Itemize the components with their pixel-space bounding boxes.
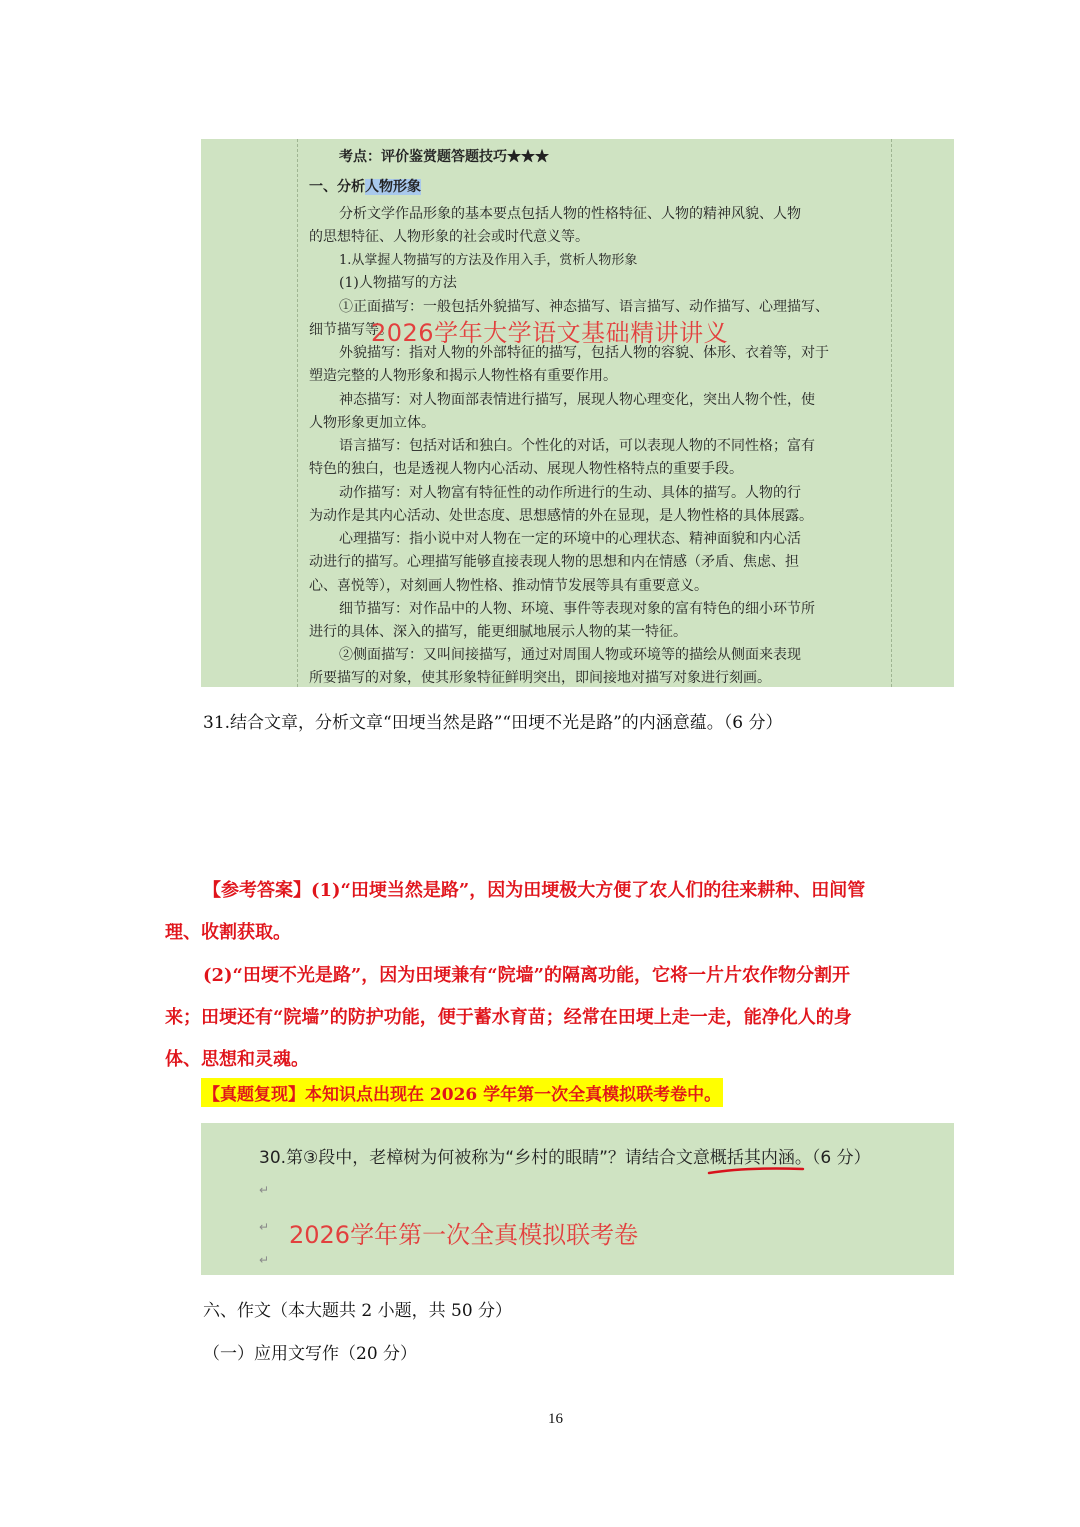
scan-margin-line (297, 139, 298, 687)
scan-line: 所要描写的对象，使其形象特征鲜明突出，即间接地对描写对象进行刻画。 (309, 670, 771, 686)
scan-line: 塑造完整的人物形象和揭示人物性格有重要作用。 (309, 368, 617, 384)
scan-line: ②侧面描写：又叫间接描写，通过对周围人物或环境等的描绘从侧面来表现 (339, 647, 801, 663)
section-6-title: 六、作文（本大题共 2 小题，共 50 分） (203, 1301, 513, 1321)
exam-appearance-note: 【真题复现】本知识点出现在 2026 学年第一次全真模拟联考卷中。 (201, 1078, 723, 1107)
answer-line-3: (2)“田埂不光是路”，因为田埂兼有“院墙”的隔离功能，它将一片片农作物分割开 (203, 965, 850, 986)
return-mark-icon: ↵ (259, 1253, 270, 1267)
answer-line-5: 体、思想和灵魂。 (165, 1049, 309, 1070)
scan-section-title (309, 176, 421, 196)
scan-line: 动进行的描写。心理描写能够直接表现人物的思想和内在情感（矛盾、焦虑、担 (309, 554, 799, 570)
scan-line: 外貌描写：指对人物的外部特征的描写，包括人物的容貌、体形、衣着等，对于 (339, 345, 829, 361)
exam-question-scan-image (201, 1123, 954, 1275)
scan-line: ①正面描写：一般包括外貌描写、神态描写、语言描写、动作描写、心理描写、 (339, 299, 829, 315)
scan-watermark: 2026学年大学语文基础精讲讲义 (371, 319, 729, 347)
scan-line: (1)人物描写的方法 (339, 275, 457, 291)
scan-section-highlight: 人物形象 (365, 179, 421, 195)
answer-line-4: 来；田埂还有“院墙”的防护功能，便于蓄水育苗；经常在田埂上走一走，能净化人的身 (165, 1007, 852, 1028)
scan-line: 动作描写：对人物富有特征性的动作所进行的生动、具体的描写。人物的行 (339, 485, 801, 501)
scan-line: 神态描写：对人物面部表情进行描写，展现人物心理变化，突出人物个性，使 (339, 392, 815, 408)
page-number: 16 (548, 1411, 563, 1427)
scan-line: 心、喜悦等），对刻画人物性格、推动情节发展等具有重要意义。 (309, 578, 708, 594)
scan-line: 语言描写：包括对话和独白。个性化的对话，可以表现人物的不同性格；富有 (339, 438, 815, 454)
scan-line: 特色的独白，也是透视人物内心活动、展现人物性格特点的重要手段。 (309, 461, 743, 477)
question-31: 31.结合文章，分析文章“田埂当然是路”“田埂不光是路”的内涵意蕴。（6 分） (203, 713, 783, 733)
scan-line: 为动作是其内心活动、处世态度、思想感情的外在显现，是人物性格的具体展露。 (309, 508, 813, 524)
answer-line-2: 理、收割获取。 (165, 922, 291, 943)
scan-line: 细节描写：对作品中的人物、环境、事件等表现对象的富有特色的细小环节所 (339, 601, 815, 617)
return-mark-icon: ↵ (259, 1183, 270, 1197)
answer-line-1: 【参考答案】(1)“田埂当然是路”，因为田埂极大方便了农人们的往来耕种、田间管 (203, 880, 866, 901)
scan-line: 细节描写等。 (309, 322, 393, 338)
scan-line: 的思想特征、人物形象的社会或时代意义等。 (309, 229, 589, 245)
scan-line: 1.从掌握人物描写的方法及作用入手，赏析人物形象 (339, 253, 638, 268)
return-mark-icon: ↵ (259, 1220, 270, 1234)
scan-line: 人物形象更加立体。 (309, 415, 435, 431)
scan-margin-line-right (891, 139, 892, 687)
scan-line: 分析文学作品形象的基本要点包括人物的性格特征、人物的精神风貌、人物 (339, 206, 801, 222)
scan-line: 进行的具体、深入的描写，能更细腻地展示人物的某一特征。 (309, 624, 687, 640)
textbook-scan-image (201, 139, 954, 687)
scan-line: 心理描写：指小说中对人物在一定的环境中的心理状态、精神面貌和内心活 (339, 531, 801, 547)
scan-heading: 考点：评价鉴赏题答题技巧★★★ (339, 149, 549, 165)
scan-watermark-exam: 2026学年第一次全真模拟联考卷 (289, 1221, 639, 1249)
scan-question-30: 30.第③段中，老樟树为何被称为“乡村的眼睛”？请结合文意概括其内涵。（6 分） (259, 1148, 871, 1168)
red-underline-mark (707, 1163, 807, 1177)
subsection-1-title: （一）应用文写作（20 分） (203, 1344, 418, 1364)
scan-section-prefix: 一、分析 (309, 179, 365, 195)
